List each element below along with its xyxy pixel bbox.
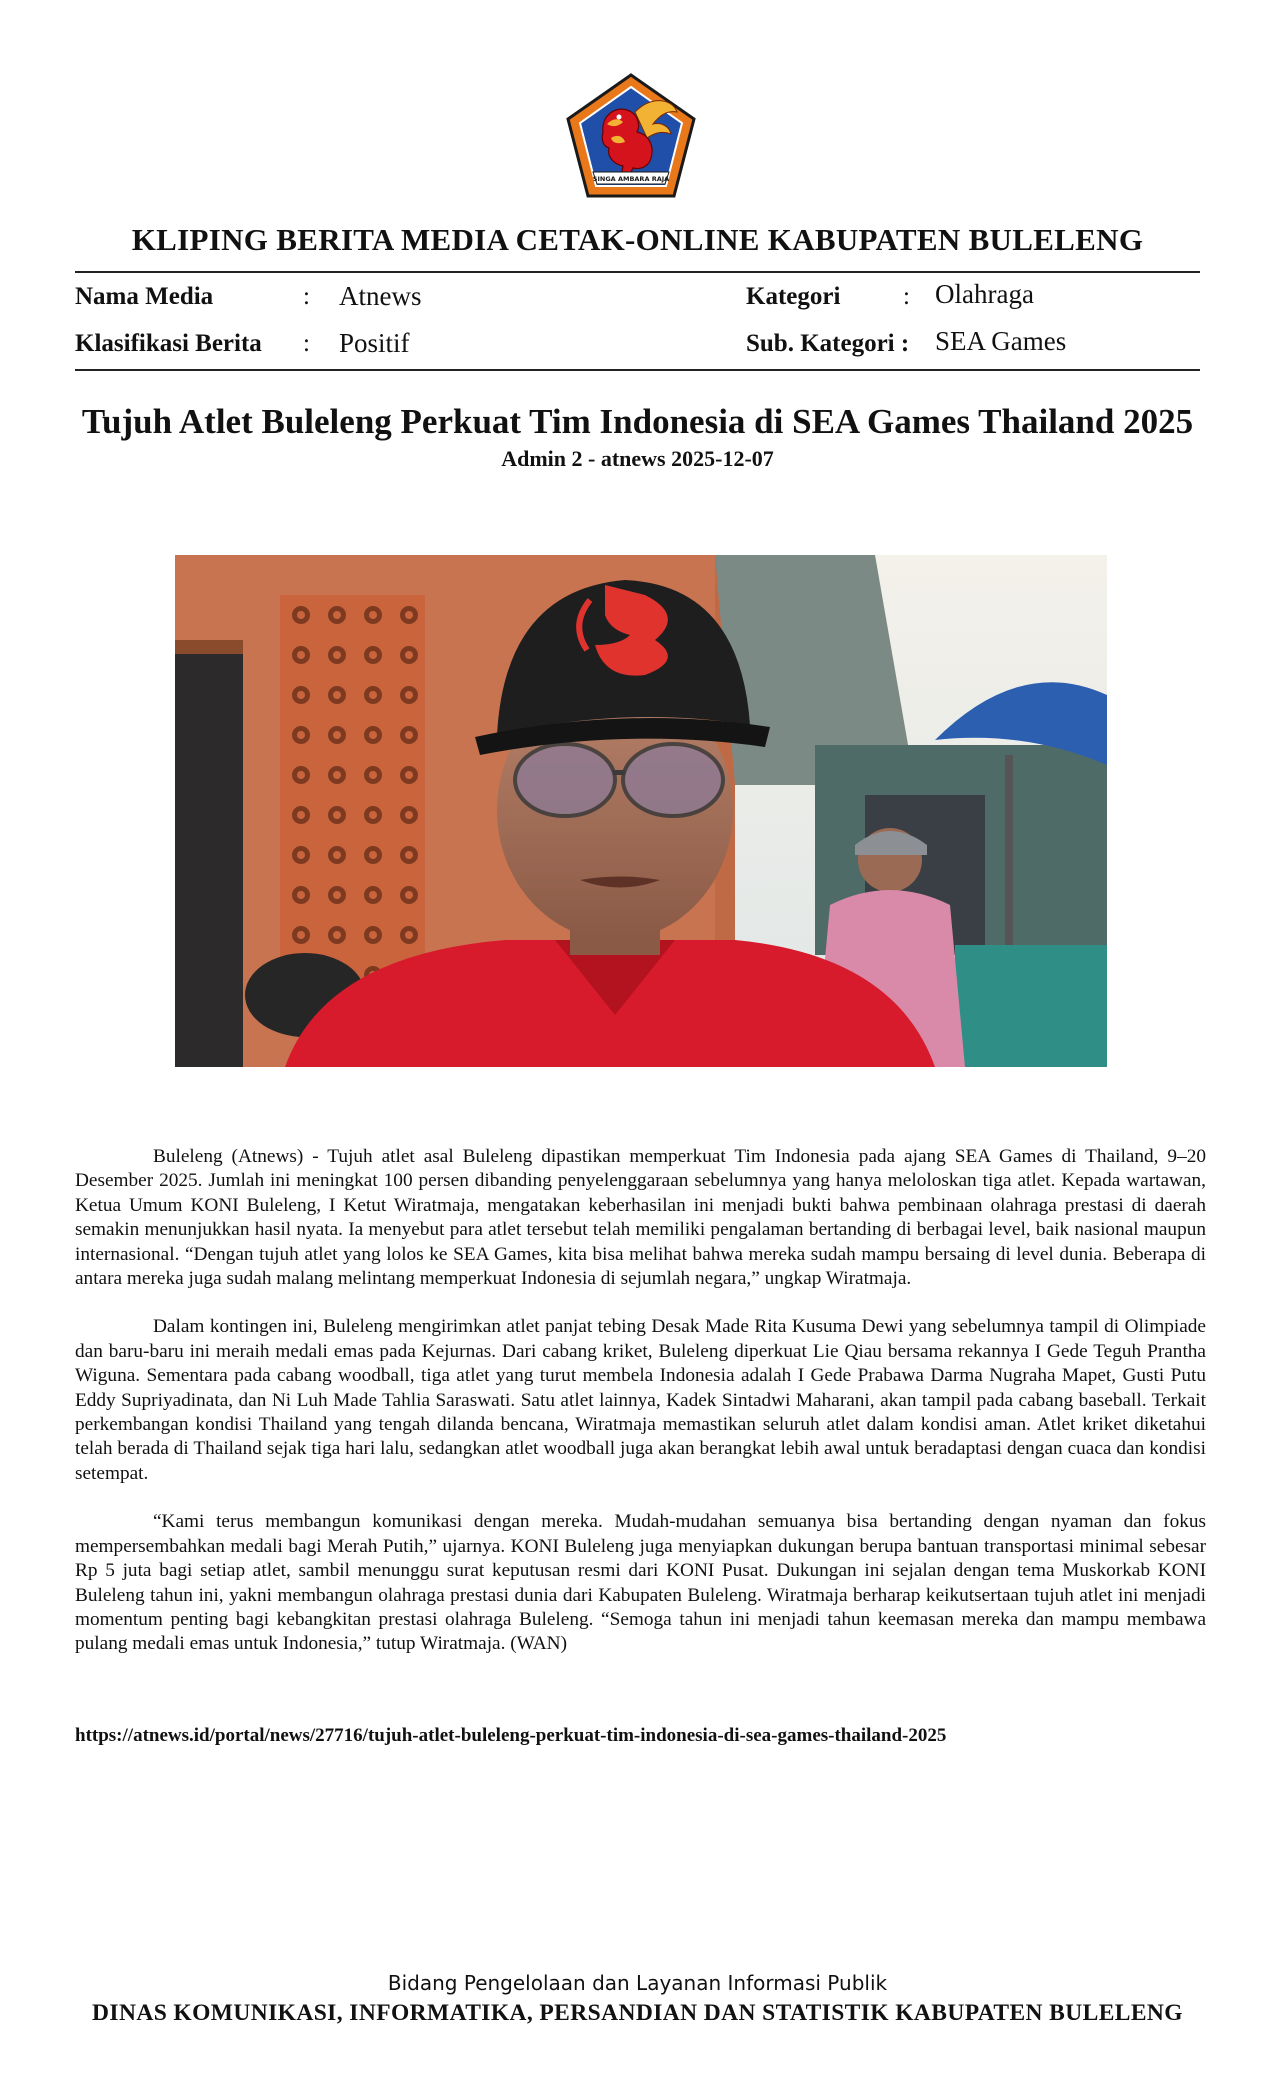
media-label: Nama Media — [75, 283, 214, 310]
footer-unit: Bidang Pengelolaan dan Layanan Informasi Publik — [387, 1971, 888, 1995]
classification-value: Positif — [339, 328, 410, 358]
header-divider-top — [75, 271, 1200, 273]
regency-logo — [563, 72, 699, 200]
article-paragraph-1: Buleleng (Atnews) - Tujuh atlet asal Buleleng dipastikan memperkuat Tim Indonesia pada ajang SEA Games di Thailand, 9–20 Desember 2025. Jumlah ini meningkat 100 persen dibanding penyelenggaraan sebelumnya yang hanya meloloskan tiga atlet. Kepada wartawan, Ketua Umum KONI Buleleng, I Ketut Wiratmaja, mengatakan keberhasilan ini menjadi bukti bahwa pembinaan olahraga prestasi di daerah semakin menunjukkan hasil nyata. Ia menyebut para atlet tersebut telah memiliki pengalaman bertanding di berbagai level, baik nasional maupun internasional. “Dengan tujuh atlet yang lolos ke SEA Games, kita bisa melihat bahwa mereka sudah mampu bersaing di level dunia. Beberapa di antara mereka juga sudah malang melintang memperkuat Indonesia di sejumlah negara,” ungkap Wiratmaja. — [75, 1146, 1206, 1290]
logo-motto: SINGA AMBARA RAJA — [592, 175, 670, 183]
classification-colon: : — [303, 330, 310, 357]
category-label: Kategori — [746, 283, 841, 310]
subcategory-value: SEA Games — [935, 326, 1067, 356]
category-colon: : — [903, 283, 910, 310]
article-headline: Tujuh Atlet Buleleng Perkuat Tim Indonesia di SEA Games Thailand 2025 — [81, 402, 1194, 441]
category-value: Olahraga — [935, 279, 1034, 309]
footer-agency: DINAS KOMUNIKASI, INFORMATIKA, PERSANDIAN DAN STATISTIK KABUPATEN BULELENG — [92, 2000, 1183, 2026]
article-byline: Admin 2 - atnews 2025-12-07 — [501, 446, 774, 471]
news-photo-icon — [175, 555, 1107, 1067]
article-paragraph-2: Dalam kontingen ini, Buleleng mengirimkan atlet panjat tebing Desak Made Rita Kusuma Dewi yang sebelumnya tampil di Olimpiade dan baru-baru ini meraih medali emas pada Kejurnas. Dari cabang kriket, Buleleng diperkuat Lie Qiau bersama rekannya I Gede Teguh Prantha Wiguna. Sementara pada cabang woodball, tiga atlet yang turut membela Indonesia adalah I Gede Prabawa Darma Nugraha Mapet, Gusti Putu Eddy Supriyadinata, dan Ni Luh Made Tahlia Saraswati. Satu atlet lainnya, Kadek Sintadwi Maharani, akan tampil pada cabang baseball. Terkait perkembangan kondisi Thailand yang tengah dilanda bencana, Wiratmaja memastikan seluruh atlet dalam kondisi aman. Atlet kriket diketahui telah berada di Thailand sejak tiga hari lalu, sedangkan atlet woodball juga akan berangkat lebih awal untuk beradaptasi dengan cuaca dan kondisi setempat. — [75, 1316, 1206, 1484]
subcategory-label: Sub. Kategori : — [746, 330, 910, 357]
article-photo — [175, 555, 1107, 1067]
article-paragraph-3: “Kami terus membangun komunikasi dengan mereka. Mudah-mudahan semuanya bisa bertanding dengan nyaman dan fokus mempersembahkan medali bagi Merah Putih,” ujarnya. KONI Buleleng juga menyiapkan dukungan berupa bantuan transportasi minimal sebesar Rp 5 juta bagi setiap atlet, sambil menunggu surat keputusan resmi dari KONI Pusat. Dukungan ini sejalan dengan tema Muskorkab KONI Buleleng tahun ini, yakni membangun olahraga prestasi dunia dari Kabupaten Buleleng. Wiratmaja berharap keikutsertaan tujuh atlet ini menjadi momentum penting bagi kebangkitan prestasi olahraga Buleleng. “Semoga tahun ini menjadi tahun keemasan mereka dan mampu membawa pulang medali emas untuk Indonesia,” tutup Wiratmaja. (WAN) — [75, 1511, 1206, 1655]
classification-label: Klasifikasi Berita — [75, 330, 262, 357]
media-value: Atnews — [339, 281, 422, 311]
source-link[interactable]: https://atnews.id/portal/news/27716/tujuh-atlet-buleleng-perkuat-tim-indonesia-di-sea-games-thailand-2025 — [75, 1725, 947, 1746]
header-divider-bottom — [75, 369, 1200, 371]
document-title: KLIPING BERITA MEDIA CETAK-ONLINE KABUPATEN BULELENG — [131, 222, 1144, 257]
media-colon: : — [303, 283, 310, 310]
singa-ambara-raja-emblem-icon — [563, 72, 699, 200]
article-body — [75, 1145, 1206, 1681]
